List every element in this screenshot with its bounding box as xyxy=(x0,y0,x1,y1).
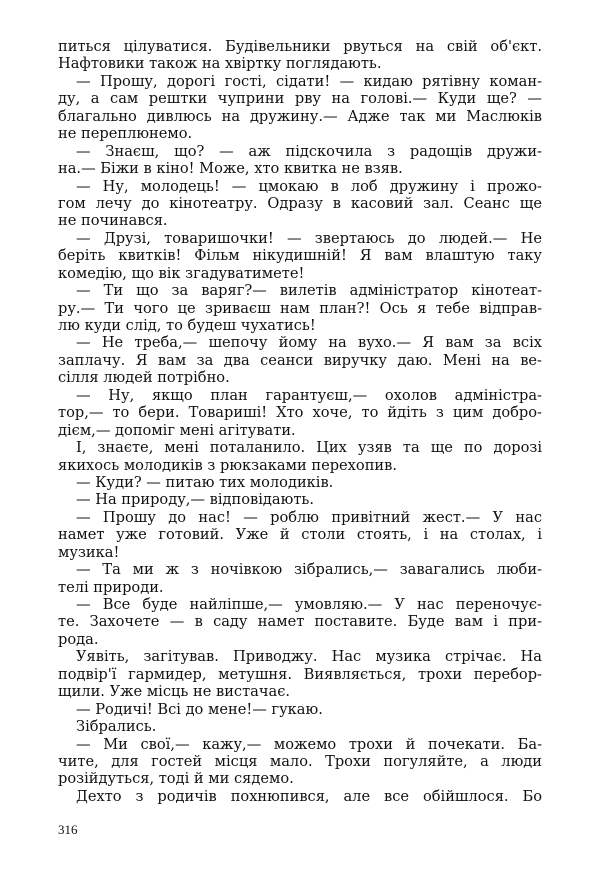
text-line: якихось молодиків з рюкзаками перехопив. xyxy=(58,456,398,474)
text-line: не починався. xyxy=(58,212,168,230)
text-line: — Ти що за варяг?— вилетів адміністратор кінотеат- xyxy=(76,282,542,300)
text-line: — Та ми ж з ночівкою зібрались,— завагались люби- xyxy=(76,561,542,579)
text-line: Зібрались. xyxy=(76,718,157,736)
page-number: 316 xyxy=(58,822,78,837)
text-line: на.— Біжи в кіно! Може, хто квитка не взяв. xyxy=(58,160,403,178)
text-line: сілля людей потрібно. xyxy=(58,369,230,387)
text-line: те. Захочете — в саду намет поставите. Буде вам і при- xyxy=(58,613,542,631)
text-line: телі природи. xyxy=(58,578,164,596)
text-line: ру.— Ти чого це зриваєш нам план?! Ось я тебе відправ- xyxy=(58,299,542,317)
text-line: — Ми свої,— кажу,— можемо трохи й почекати. Ба- xyxy=(76,735,542,753)
text-line: розійдуться, тоді й ми сядемо. xyxy=(58,770,294,788)
text-line: — Ну, якщо план гарантуєш,— охолов адміністра- xyxy=(76,386,542,404)
text-line: ду, а сам рештки чуприни рву на голові.— Куди ще? — xyxy=(58,90,542,108)
text-line: — Куди? — питаю тих молодиків. xyxy=(76,473,334,491)
text-line: — Все буде найліпше,— умовляю.— У нас переночує- xyxy=(76,596,542,613)
text-line: — На природу,— відповідають. xyxy=(76,491,314,509)
text-line: — Друзі, товаришочки! — звертаюсь до людей.— Не xyxy=(76,229,542,247)
text-line: чите, для гостей місця мало. Трохи погуляйте, а люди xyxy=(58,752,542,770)
text-line: тор,— то бери. Товариші! Хто хоче, то йдіть з цим добро- xyxy=(58,404,542,422)
text-line: — Прошу до нас! — роблю привітний жест.— У нас xyxy=(76,508,542,526)
text-line: намет уже готовий. Уже й столи стоять, і на столах, і xyxy=(58,526,542,544)
text-line: заплачу. Я вам за два сеанси виручку даю. Мені на ве- xyxy=(58,351,542,369)
text-line: — Прошу, дорогі гості, сідати! — кидаю рятівну коман- xyxy=(76,72,542,90)
body-text xyxy=(58,38,542,805)
text-line: — Не треба,— шепочу йому на вухо.— Я вам за всіх xyxy=(76,334,542,352)
text-line: лю куди слід, то будеш чухатись! xyxy=(58,317,316,334)
text-line: комедію, що вік згадуватимете! xyxy=(58,264,305,282)
text-line: гом лечу до кінотеатру. Одразу в касовий зал. Сеанс ще xyxy=(58,194,542,212)
text-line: — Родичі! Всі до мене!— гукаю. xyxy=(76,700,323,718)
text-line: — Ну, молодець! — цмокаю в лоб дружину і прожо- xyxy=(76,177,542,195)
text-line: питься цілуватися. Будівельники рвуться на свій об'єкт. xyxy=(58,38,542,55)
text-line: Уявіть, загітував. Приводжу. Нас музика стрічає. На xyxy=(76,648,542,666)
text-line: Дехто з родичів похнюпився, але все обійшлося. Бо xyxy=(76,787,542,805)
text-line: не переплюнемо. xyxy=(58,125,193,143)
text-line: — Знаєш, що? — аж підскочила з радощів дружи- xyxy=(76,142,542,160)
text-line: Нафтовики також на хвіртку поглядають. xyxy=(58,55,382,73)
text-line: рода. xyxy=(58,630,99,648)
text-line: музика! xyxy=(58,543,120,561)
text-line: благально дивлюсь на дружину.— Адже так ми Маслюків xyxy=(58,107,542,125)
text-line: подвір'ї гармидер, метушня. Виявляється, трохи перебор- xyxy=(58,665,542,683)
text-line: беріть квитків! Фільм нікудишній! Я вам влаштую таку xyxy=(58,247,542,265)
text-line: дієм,— допоміг мені агітувати. xyxy=(58,421,296,439)
text-line: щили. Уже місць не вистачає. xyxy=(58,683,291,701)
text-line: І, знаєте, мені поталанило. Цих узяв та ще по дорозі xyxy=(76,439,542,457)
